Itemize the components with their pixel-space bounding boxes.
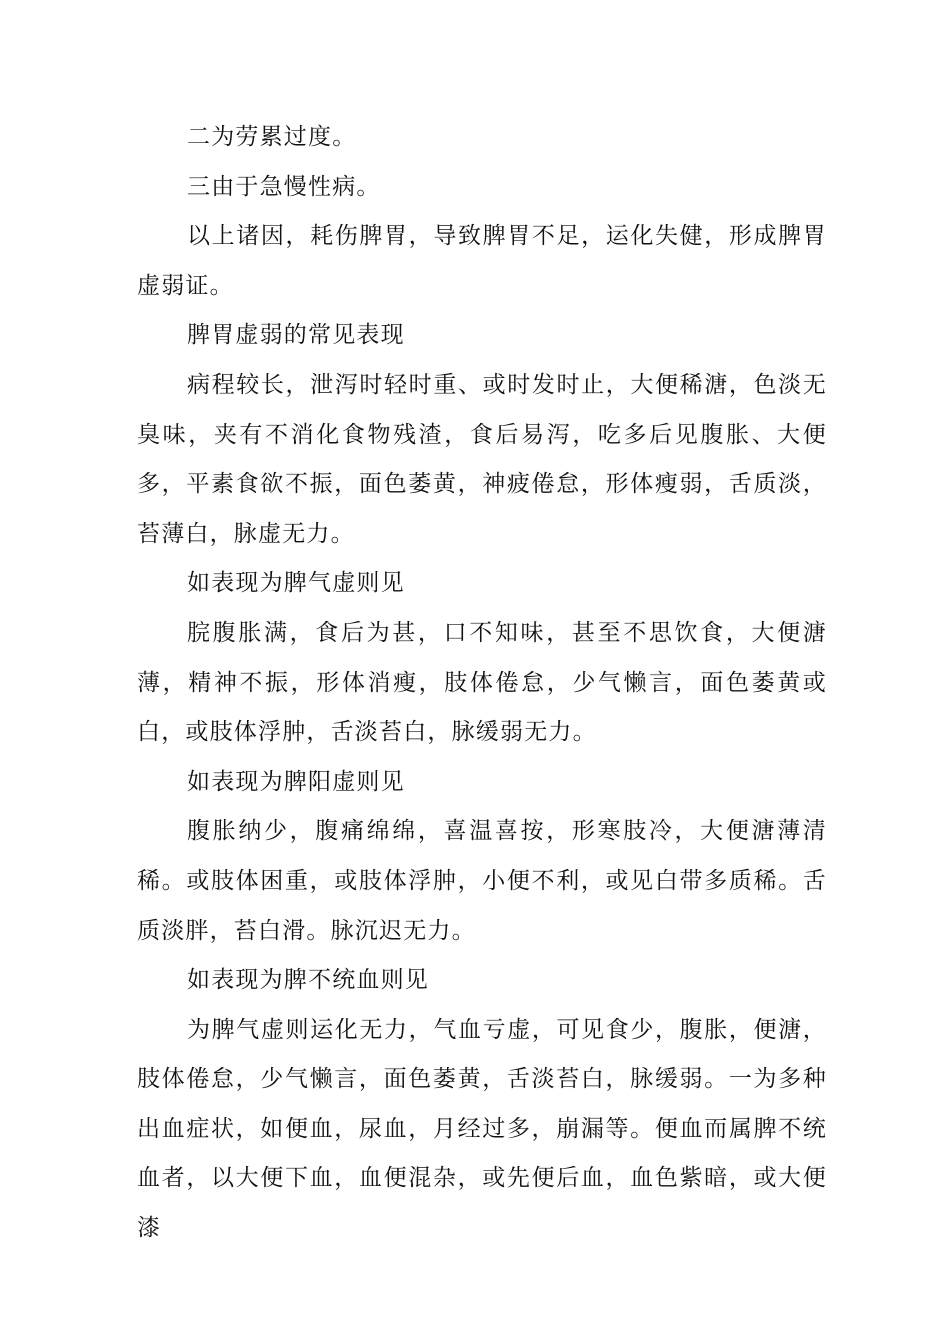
paragraph-spleen-blood-control: 为脾气虚则运化无力，气血亏虚，可见食少，腹胀，便溏，肢体倦怠，少气懒言，面色萎黄，舌淡苔白，脉缓弱。一为多种出血症状，如便血，尿血，月经过多，崩漏等。便血而属脾不统血者，以大便下血，血便混杂，或先便后血，血色紫暗，或大便漆 [137, 1016, 827, 1242]
paragraph-cause-three: 三由于急慢性病。 [187, 173, 381, 200]
paragraph-spleen-yang-deficiency: 腹胀纳少，腹痛绵绵，喜温喜按，形寒肢冷，大便溏薄清稀。或肢体困重，或肢体浮肿，小便不利，或见白带多质稀。舌质淡胖，苔白滑。脉沉迟无力。 [137, 818, 827, 944]
section-heading-spleen-yang-deficiency: 如表现为脾阳虚则见 [187, 768, 405, 795]
paragraph-cause-two: 二为劳累过度。 [187, 124, 357, 150]
section-heading-spleen-blood-control: 如表现为脾不统血则见 [187, 967, 429, 994]
paragraph-common-symptoms: 病程较长，泄泻时轻时重、或时发时止，大便稀溏，色淡无臭味，夹有不消化食物残渣，食后易泻，吃多后见腹胀、大便多，平素食欲不振，面色萎黄，神疲倦怠，形体瘦弱，舌质淡，苔薄白，脉虚无力。 [137, 371, 827, 547]
section-heading-common-symptoms: 脾胃虚弱的常见表现 [187, 322, 405, 349]
paragraph-spleen-qi-deficiency: 脘腹胀满，食后为甚，口不知味，甚至不思饮食，大便溏薄，精神不振，形体消瘦，肢体倦怠，少气懒言，面色萎黄或白，或肢体浮肿，舌淡苔白，脉缓弱无力。 [137, 619, 827, 746]
document-body [137, 113, 827, 1254]
paragraph-summary: 以上诸因，耗伤脾胃，导致脾胃不足，运化失健，形成脾胃虚弱证。 [137, 223, 827, 299]
section-heading-spleen-qi-deficiency: 如表现为脾气虚则见 [187, 570, 405, 597]
